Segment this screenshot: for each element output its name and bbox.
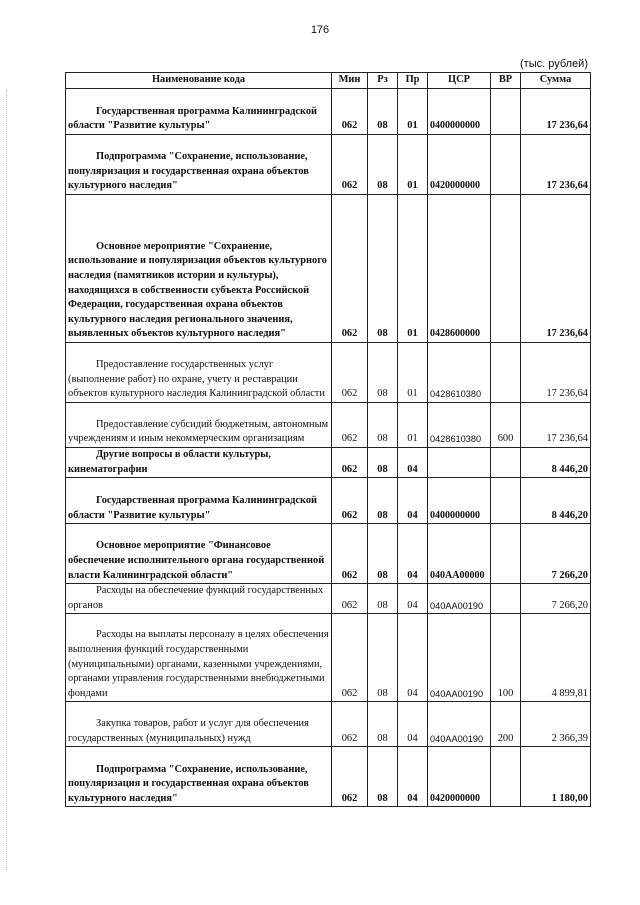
row-sum: 2 366,39 [521, 702, 591, 747]
row-sum: 17 236,64 [521, 343, 591, 403]
row-name: Закупка товаров, работ и услуг для обеспечения государственных (муниципальных) нужд [66, 702, 332, 747]
row-sum: 17 236,64 [521, 195, 591, 343]
row-pr: 01 [398, 343, 428, 403]
table-row [66, 702, 591, 747]
row-vr: 100 [491, 614, 521, 702]
row-vr [491, 747, 521, 807]
row-pr: 04 [398, 702, 428, 747]
row-vr: 200 [491, 702, 521, 747]
row-name: Расходы на обеспечение функций государственных органов [66, 584, 332, 614]
col-header-csr: ЦСР [428, 73, 491, 89]
row-min: 062 [332, 614, 368, 702]
row-csr: 0428610380 [428, 343, 491, 403]
row-name: Государственная программа Калининградской области "Развитие культуры" [66, 89, 332, 135]
row-pr: 04 [398, 524, 428, 584]
row-vr [491, 524, 521, 584]
table-row [66, 89, 591, 135]
row-csr: 0420000000 [428, 135, 491, 195]
row-name: Расходы на выплаты персоналу в целях обеспечения выполнения функций государственными (муниципальными) органами, казенными учреждениями, органами управления государственными внебюджетными фондами [66, 614, 332, 702]
table-row [66, 403, 591, 448]
row-sum: 17 236,64 [521, 403, 591, 448]
row-name: Предоставление субсидий бюджетным, автономным учреждениям и иным некоммерческим организациям [66, 403, 332, 448]
row-min: 062 [332, 135, 368, 195]
row-csr: 0400000000 [428, 478, 491, 524]
table-row [66, 448, 591, 478]
row-pr: 04 [398, 478, 428, 524]
units-label: (тыс. рублей) [520, 58, 588, 70]
table-row [66, 524, 591, 584]
row-min: 062 [332, 702, 368, 747]
scan-edge-marks [6, 90, 8, 870]
row-vr [491, 343, 521, 403]
row-vr: 600 [491, 403, 521, 448]
row-rz: 08 [368, 343, 398, 403]
row-name: Основное мероприятие "Финансовое обеспечение исполнительного органа государственной власти Калининградской области" [66, 524, 332, 584]
row-rz: 08 [368, 524, 398, 584]
row-name: Государственная программа Калининградской области "Развитие культуры" [66, 478, 332, 524]
row-pr: 04 [398, 448, 428, 478]
row-sum: 8 446,20 [521, 448, 591, 478]
row-name: Другие вопросы в области культуры, кинематографии [66, 448, 332, 478]
row-pr: 04 [398, 584, 428, 614]
row-sum: 8 446,20 [521, 478, 591, 524]
row-pr: 04 [398, 614, 428, 702]
row-rz: 08 [368, 747, 398, 807]
row-name: Основное мероприятие "Сохранение, использование и популяризация объектов культурного наследия (памятников истории и культуры), находящихся в собственности субъекта Российской Федерации, государственная охрана объектов культурного наследия регионального значения, выявленных объектов культурного наследия" [66, 195, 332, 343]
table-row [66, 195, 591, 343]
row-csr: 0428600000 [428, 195, 491, 343]
row-pr: 01 [398, 195, 428, 343]
row-rz: 08 [368, 448, 398, 478]
col-header-vr: ВР [491, 73, 521, 89]
row-sum: 7 266,20 [521, 584, 591, 614]
row-rz: 08 [368, 135, 398, 195]
row-sum: 1 180,00 [521, 747, 591, 807]
row-sum: 4 899,81 [521, 614, 591, 702]
row-min: 062 [332, 403, 368, 448]
row-name: Подпрограмма "Сохранение, использование, популяризация и государственная охрана объектов культурного наследия" [66, 747, 332, 807]
table-row [66, 584, 591, 614]
table-row [66, 135, 591, 195]
table-row [66, 478, 591, 524]
col-header-sum: Сумма [521, 73, 591, 89]
row-rz: 08 [368, 195, 398, 343]
table-row [66, 747, 591, 807]
row-vr [491, 478, 521, 524]
row-rz: 08 [368, 403, 398, 448]
row-sum: 17 236,64 [521, 135, 591, 195]
page-number: 176 [310, 24, 330, 36]
row-vr [491, 448, 521, 478]
row-name: Подпрограмма "Сохранение, использование, популяризация и государственная охрана объектов культурного наследия" [66, 135, 332, 195]
row-pr: 04 [398, 747, 428, 807]
row-min: 062 [332, 448, 368, 478]
row-csr: 040АА00190 [428, 702, 491, 747]
budget-table [65, 72, 591, 807]
col-header-pr: Пр [398, 73, 428, 89]
row-rz: 08 [368, 584, 398, 614]
col-header-name: Наименование кода [66, 73, 332, 89]
col-header-min: Мин [332, 73, 368, 89]
row-min: 062 [332, 524, 368, 584]
row-csr: 0420000000 [428, 747, 491, 807]
table-header-row [66, 73, 591, 89]
row-csr: 040АА00190 [428, 614, 491, 702]
row-min: 062 [332, 343, 368, 403]
col-header-rz: Рз [368, 73, 398, 89]
row-csr: 0428610380 [428, 403, 491, 448]
row-min: 062 [332, 195, 368, 343]
row-csr [428, 448, 491, 478]
row-vr [491, 135, 521, 195]
row-vr [491, 584, 521, 614]
row-pr: 01 [398, 135, 428, 195]
row-name: Предоставление государственных услуг (выполнение работ) по охране, учету и реставрации объектов культурного наследия Калининградской области [66, 343, 332, 403]
row-pr: 01 [398, 89, 428, 135]
row-min: 062 [332, 478, 368, 524]
row-vr [491, 89, 521, 135]
row-rz: 08 [368, 702, 398, 747]
row-min: 062 [332, 747, 368, 807]
row-rz: 08 [368, 89, 398, 135]
table-row [66, 614, 591, 702]
row-sum: 17 236,64 [521, 89, 591, 135]
row-csr: 040АА00190 [428, 584, 491, 614]
row-pr: 01 [398, 403, 428, 448]
row-rz: 08 [368, 478, 398, 524]
row-rz: 08 [368, 614, 398, 702]
row-vr [491, 195, 521, 343]
row-sum: 7 266,20 [521, 524, 591, 584]
row-csr: 0400000000 [428, 89, 491, 135]
table-row [66, 343, 591, 403]
row-min: 062 [332, 584, 368, 614]
row-csr: 040АА00000 [428, 524, 491, 584]
row-min: 062 [332, 89, 368, 135]
